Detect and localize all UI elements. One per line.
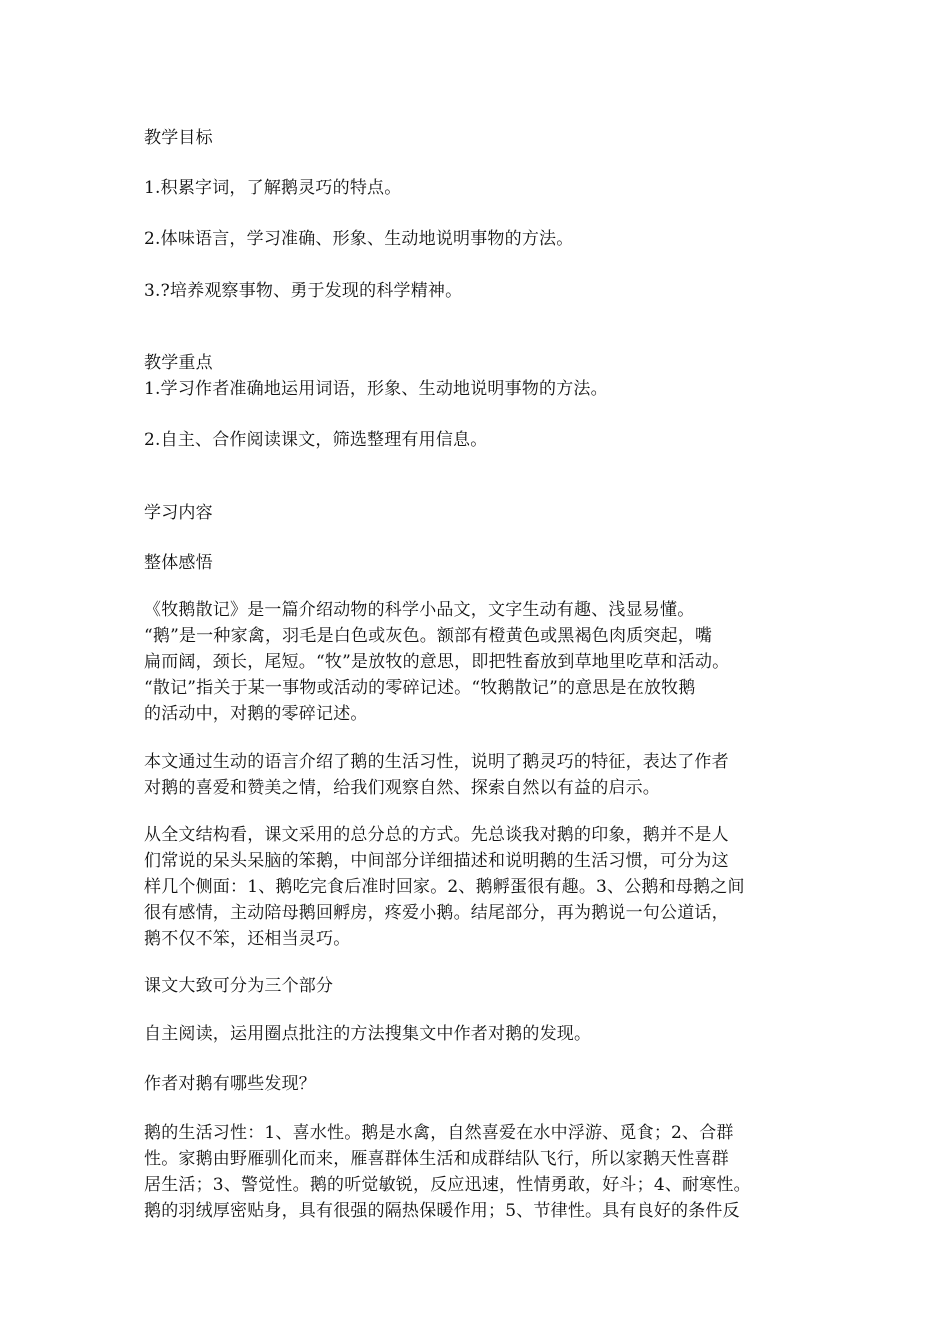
paragraph-intro: [144, 597, 824, 727]
paragraph-line: “散记”指关于某一事物或活动的零碎记述。“牧鹅散记”的意思是在放牧鹅: [144, 678, 696, 698]
focus-item-2: 2.自主、合作阅读课文，筛选整理有用信息。: [144, 430, 488, 450]
line-question: 作者对鹅有哪些发现？: [144, 1074, 316, 1094]
paragraph-line: 很有感情，主动陪母鹅回孵房，疼爱小鹅。结尾部分，再为鹅说一句公道话，: [144, 903, 729, 923]
paragraph-structure: [144, 822, 824, 952]
paragraph-line: 本文通过生动的语言介绍了鹅的生活习性，说明了鹅灵巧的特征，表达了作者: [144, 752, 729, 772]
content-subheading: 整体感悟: [144, 553, 213, 573]
focus-item-1: 1.学习作者准确地运用词语，形象、生动地说明事物的方法。: [144, 379, 608, 399]
paragraph-line: 性。家鹅由野雁驯化而来，雁喜群体生活和成群结队飞行，所以家鹅天性喜群: [144, 1149, 729, 1169]
paragraph-line: 扁而阔，颈长，尾短。“牧”是放牧的意思，即把牲畜放到草地里吃草和活动。: [144, 652, 730, 672]
paragraph-line: “鹅”是一种家禽，羽毛是白色或灰色。额部有橙黄色或黑褐色肉质突起，嘴: [144, 626, 713, 646]
line-parts: 课文大致可分为三个部分: [144, 976, 334, 996]
paragraph-line: 鹅的羽绒厚密贴身，具有很强的隔热保暖作用；5、节律性。具有良好的条件反: [144, 1201, 740, 1221]
paragraph-summary: [144, 749, 824, 801]
goals-heading: 教学目标: [144, 128, 213, 148]
paragraph-line: 《牧鹅散记》是一篇介绍动物的科学小品文，文字生动有趣、浅显易懂。: [144, 600, 695, 620]
paragraph-line: 样几个侧面：1、鹅吃完食后准时回家。2、鹅孵蛋很有趣。3、公鹅和母鹅之间: [144, 877, 745, 897]
content-heading: 学习内容: [144, 503, 213, 523]
paragraph-line: 对鹅的喜爱和赞美之情，给我们观察自然、探索自然以有益的启示。: [144, 778, 660, 798]
goal-item-1: 1.积累字词，了解鹅灵巧的特点。: [144, 178, 402, 198]
paragraph-line: 鹅不仅不笨，还相当灵巧。: [144, 929, 351, 949]
paragraph-line: 从全文结构看，课文采用的总分总的方式。先总谈我对鹅的印象，鹅并不是人: [144, 825, 729, 845]
focus-heading: 教学重点: [144, 353, 213, 373]
paragraph-line: 鹅的生活习性：1、喜水性。鹅是水禽，自然喜爱在水中浮游、觅食；2、合群: [144, 1123, 734, 1143]
line-task: 自主阅读，运用圈点批注的方法搜集文中作者对鹅的发现。: [144, 1024, 592, 1044]
paragraph-line: 居生活；3、警觉性。鹅的听觉敏锐，反应迅速，性情勇敢，好斗；4、耐寒性。: [144, 1175, 751, 1195]
paragraph-line: 的活动中，对鹅的零碎记述。: [144, 704, 368, 724]
goal-item-2: 2.体味语言，学习准确、形象、生动地说明事物的方法。: [144, 229, 574, 249]
goal-item-3: 3.?培养观察事物、勇于发现的科学精神。: [144, 281, 463, 301]
paragraph-habits: [144, 1120, 824, 1224]
paragraph-line: 们常说的呆头呆脑的笨鹅，中间部分详细描述和说明鹅的生活习惯，可分为这: [144, 851, 729, 871]
